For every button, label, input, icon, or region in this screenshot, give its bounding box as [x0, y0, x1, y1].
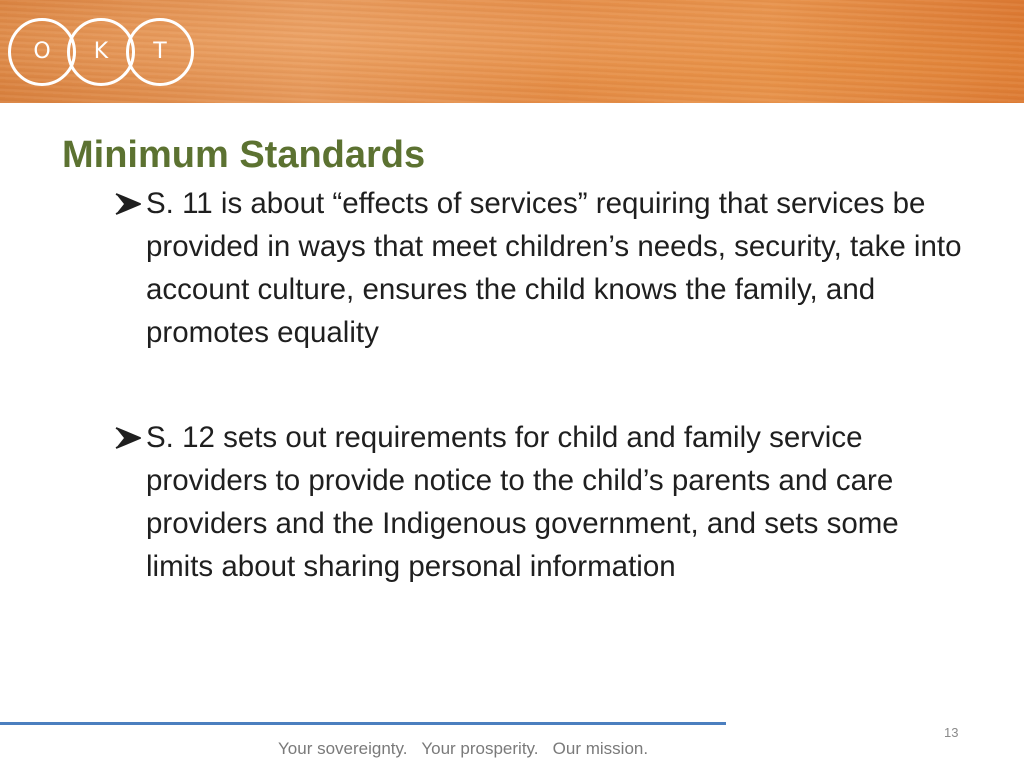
logo-letter-o: O [33, 39, 51, 64]
footer-tagline: Your sovereignty. Your prosperity. Our mission. [278, 739, 649, 758]
bullet-text-s11: S. 11 is about “effects of services” requiring that services be provided in ways that meet children’s needs, security, take into account culture, ensures the child knows the family, and promotes equality [146, 187, 962, 349]
logo-letter-t: T [153, 39, 167, 64]
bullet-text-s12: S. 12 sets out requirements for child and family service providers to provide notice to the child’s parents and care providers and the Indigenous government, and sets some limits about sharing personal information [146, 421, 899, 583]
header-banner [0, 0, 1024, 103]
logo-letter-k: K [93, 39, 109, 64]
okt-logo [8, 16, 194, 92]
page-number: 13 [944, 725, 959, 740]
footer-divider [0, 722, 726, 725]
slide-title: Minimum Standards [62, 134, 426, 176]
bullet-item-s12 [112, 416, 972, 588]
bullet-list [112, 182, 972, 588]
arrow-bullet-icon [114, 191, 144, 217]
bullet-item-s11 [112, 182, 972, 354]
arrow-bullet-icon [114, 425, 144, 451]
